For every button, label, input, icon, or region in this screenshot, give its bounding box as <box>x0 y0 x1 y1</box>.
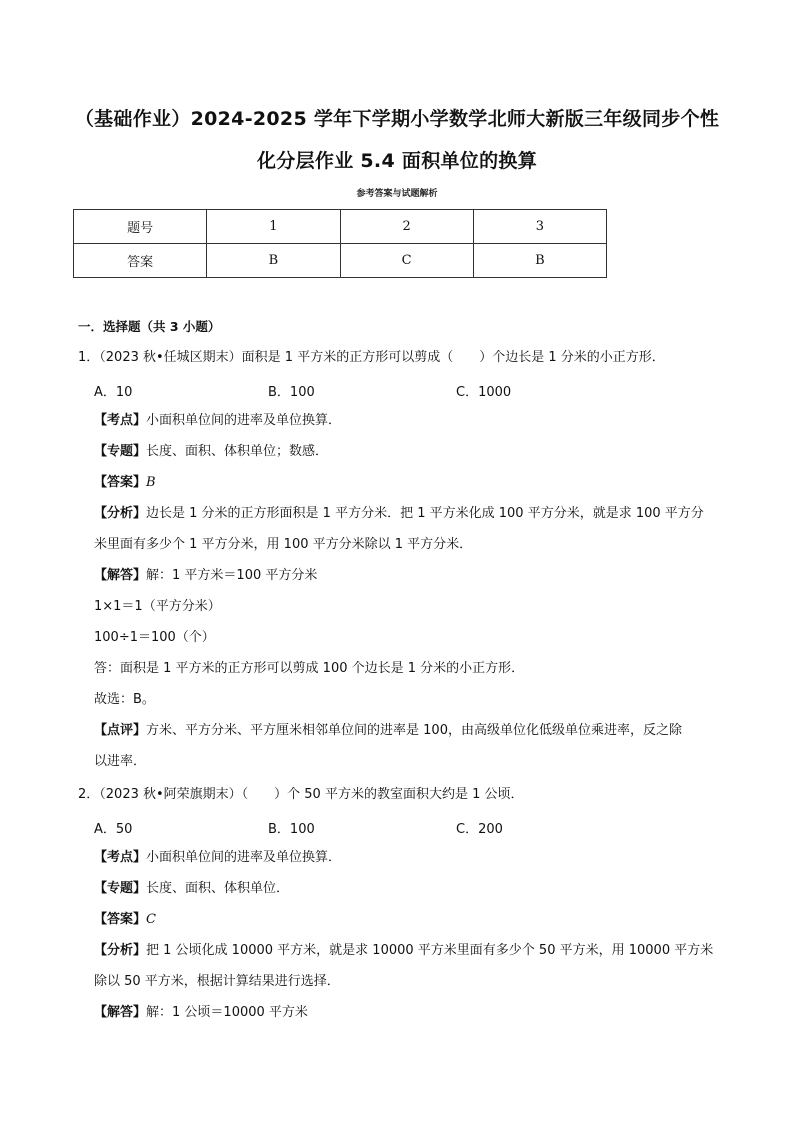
question-2-kaodian <box>94 849 341 867</box>
question-2-stem: 2．（2023 秋•阿荣旗期末）（ ）个 50 平方米的教室面积大约是 1 公顷． <box>78 787 524 802</box>
table-cell-number-2: 2 <box>340 210 473 244</box>
table-cell-answer-1: B <box>207 244 340 278</box>
question-1-kaodian <box>94 412 341 430</box>
answer-table-row-answers <box>74 244 607 278</box>
question-1-jieda <box>94 567 317 585</box>
question-1-daan <box>94 474 156 492</box>
question-1-dianping-line2: 以进率． <box>94 754 147 769</box>
jieda-tag: 【解答】 <box>94 568 147 583</box>
question-1-fenxi-line1 <box>94 505 704 523</box>
table-cell-answer-2: C <box>340 244 473 278</box>
question-2-daan <box>94 911 156 929</box>
table-cell-number-3: 3 <box>473 210 606 244</box>
answer-table <box>73 209 607 278</box>
zhuanti-text: 长度、面积、体积单位． <box>146 881 290 896</box>
daan-text: C <box>146 912 156 927</box>
jieda-text: 解：1 公顷＝10000 平方米 <box>146 1005 308 1020</box>
zhuanti-tag: 【专题】 <box>94 444 147 459</box>
question-2-option-a: A．50 <box>94 822 133 837</box>
question-2-option-c: C．200 <box>456 822 503 837</box>
daan-tag: 【答案】 <box>94 475 147 490</box>
zhuanti-tag: 【专题】 <box>94 881 147 896</box>
question-1-stem: 1．（2023 秋•任城区期末）面积是 1 平方米的正方形可以剪成（ ）个边长是 1 分米的小正方形． <box>78 350 665 365</box>
question-1-option-b: B．100 <box>268 385 315 400</box>
table-cell-answer-3: B <box>473 244 606 278</box>
question-1-calc-2: 100÷1＝100（个） <box>94 630 215 645</box>
page-title-line2: 化分层作业 5.4 面积单位的换算 <box>257 150 537 172</box>
question-1-choice: 故选：B。 <box>94 692 155 707</box>
fenxi-text-1: 把 1 公顷化成 10000 平方米，就是求 10000 平方米里面有多少个 50 平方米，用 10000 平方米 <box>146 943 714 958</box>
jieda-tag: 【解答】 <box>94 1005 147 1020</box>
fenxi-tag: 【分析】 <box>94 943 147 958</box>
kaodian-text: 小面积单位间的进率及单位换算． <box>146 850 342 865</box>
question-2-fenxi-line2: 除以 50 平方米，根据计算结果进行选择． <box>94 974 340 989</box>
table-cell-number-1: 1 <box>207 210 340 244</box>
page-subtitle: 参考答案与试题解析 <box>356 189 438 199</box>
question-1-fenxi-line2: 米里面有多少个 1 平方分米，用 100 平方分米除以 1 平方分米． <box>94 537 473 552</box>
dianping-text-1: 方米、平方分米、平方厘米相邻单位间的进率是 100，由高级单位化低级单位乘进率，反之除 <box>146 723 682 738</box>
page-title-line1: （基础作业）2024-2025 学年下学期小学数学北师大新版三年级同步个性 <box>74 108 720 130</box>
question-2-option-b: B．100 <box>268 822 315 837</box>
kaodian-tag: 【考点】 <box>94 850 147 865</box>
zhuanti-text: 长度、面积、体积单位；数感． <box>146 444 329 459</box>
kaodian-text: 小面积单位间的进率及单位换算． <box>146 413 342 428</box>
daan-text: B <box>146 475 156 490</box>
question-2-zhuanti <box>94 880 289 898</box>
question-1-option-a: A．10 <box>94 385 133 400</box>
table-header-answer: 答案 <box>74 244 207 278</box>
question-1-zhuanti <box>94 443 328 461</box>
question-2-jieda <box>94 1004 308 1022</box>
answer-table-row-numbers <box>74 210 607 244</box>
jieda-text: 解：1 平方米＝100 平方分米 <box>146 568 318 583</box>
table-header-question-number: 题号 <box>74 210 207 244</box>
daan-tag: 【答案】 <box>94 912 147 927</box>
kaodian-tag: 【考点】 <box>94 413 147 428</box>
fenxi-tag: 【分析】 <box>94 506 147 521</box>
question-1-calc-1: 1×1＝1（平方分米） <box>94 599 221 614</box>
fenxi-text-1: 边长是 1 分米的正方形面积是 1 平方分米．把 1 平方米化成 100 平方分米，就是求 100 平方分 <box>146 506 704 521</box>
question-1-reply: 答：面积是 1 平方米的正方形可以剪成 100 个边长是 1 分米的小正方形． <box>94 661 525 676</box>
question-1-dianping-line1 <box>94 722 682 740</box>
section-heading: 一．选择题（共 3 小题） <box>78 319 221 334</box>
dianping-tag: 【点评】 <box>94 723 147 738</box>
question-1-option-c: C．1000 <box>456 385 512 400</box>
question-2-fenxi-line1 <box>94 942 713 960</box>
